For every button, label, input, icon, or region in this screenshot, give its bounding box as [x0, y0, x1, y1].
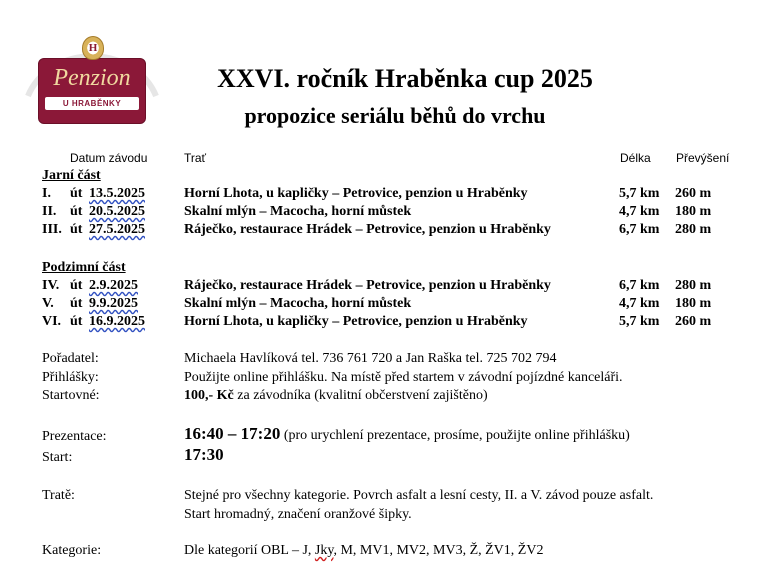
- race-day: út: [70, 278, 83, 293]
- race-day: út: [70, 204, 83, 219]
- document-title: XXVI. ročník Hraběnka cup 2025: [217, 64, 593, 93]
- categories-suffix: , M, MV1, MV2, MV3, Ž, ŽV1, ŽV2: [333, 543, 544, 558]
- race-number: I.: [42, 186, 51, 201]
- presentation-time: 16:40 – 17:20: [184, 424, 281, 443]
- header-length: Délka: [620, 151, 651, 165]
- race-track: Skalní mlýn – Macocha, horní můstek: [184, 204, 412, 219]
- fee-label: Startovné:: [42, 388, 100, 403]
- race-number: V.: [42, 296, 54, 311]
- tracks-line2: Start hromadný, značení oranžové šipky.: [184, 507, 412, 522]
- race-track: Ráječko, restaurace Hrádek – Petrovice, penzion u Hraběnky: [184, 222, 551, 237]
- header-track: Trať: [184, 151, 207, 165]
- race-date: 27.5.2025: [89, 222, 145, 237]
- registration-label: Přihlášky:: [42, 370, 99, 385]
- race-length: 4,7 km: [619, 204, 660, 219]
- presentation-label: Prezentace:: [42, 429, 107, 444]
- race-length: 6,7 km: [619, 222, 660, 237]
- header-date: Datum závodu: [70, 151, 148, 165]
- race-length: 5,7 km: [619, 186, 660, 201]
- categories-line: [184, 542, 543, 560]
- categories-label: Kategorie:: [42, 543, 102, 558]
- race-number: III.: [42, 222, 62, 237]
- race-track: Horní Lhota, u kapličky – Petrovice, penzion u Hraběnky: [184, 186, 528, 201]
- logo-band-text: U HRABĚNKY: [45, 97, 139, 110]
- race-date: 9.9.2025: [89, 296, 138, 311]
- race-date: 2.9.2025: [89, 278, 138, 293]
- race-elevation: 260 m: [675, 186, 712, 201]
- race-day: út: [70, 186, 83, 201]
- race-length: 6,7 km: [619, 278, 660, 293]
- race-elevation: 280 m: [675, 222, 712, 237]
- logo-crest-letter: H: [88, 42, 98, 54]
- logo-crest-icon: [82, 36, 104, 60]
- race-day: út: [70, 222, 83, 237]
- header-elevation: Převýšení: [676, 151, 730, 165]
- race-date: 20.5.2025: [89, 204, 145, 219]
- race-elevation: 180 m: [675, 296, 712, 311]
- organizer-label: Pořadatel:: [42, 351, 99, 366]
- fee-value: za závodníka (kvalitní občerstvení zajištěno): [237, 388, 488, 403]
- registration-value: Použijte online přihlášku. Na místě před startem v závodní pojízdné kanceláři.: [184, 370, 623, 385]
- race-elevation: 260 m: [675, 314, 712, 329]
- race-track: Ráječko, restaurace Hrádek – Petrovice, penzion u Hraběnky: [184, 278, 551, 293]
- race-elevation: 280 m: [675, 278, 712, 293]
- race-track: Skalní mlýn – Macocha, horní můstek: [184, 296, 412, 311]
- fee-amount: 100,- Kč: [184, 388, 234, 403]
- race-track: Horní Lhota, u kapličky – Petrovice, penzion u Hraběnky: [184, 314, 528, 329]
- race-elevation: 180 m: [675, 204, 712, 219]
- race-number: II.: [42, 204, 57, 219]
- start-label: Start:: [42, 450, 73, 465]
- spring-heading: Jarní část: [42, 168, 101, 183]
- start-time: 17:30: [184, 445, 224, 464]
- race-day: út: [70, 314, 83, 329]
- race-date: 13.5.2025: [89, 186, 145, 201]
- race-number: VI.: [42, 314, 62, 329]
- presentation-line: [184, 425, 630, 445]
- organizer-value: Michaela Havlíková tel. 736 761 720 a Jan Raška tel. 725 702 794: [184, 351, 557, 366]
- presentation-note: (pro urychlení prezentace, prosíme, použijte online přihlášku): [283, 428, 630, 443]
- categories-jky: Jky: [314, 543, 334, 558]
- race-date: 16.9.2025: [89, 314, 145, 329]
- logo-script-text: Penzion: [53, 65, 131, 91]
- race-day: út: [70, 296, 83, 311]
- race-number: IV.: [42, 278, 60, 293]
- race-length: 4,7 km: [619, 296, 660, 311]
- fee-line: [184, 387, 488, 405]
- race-length: 5,7 km: [619, 314, 660, 329]
- tracks-label: Tratě:: [42, 488, 75, 503]
- tracks-line1: Stejné pro všechny kategorie. Povrch asfalt a lesní cesty, II. a V. závod pouze asfalt.: [184, 488, 654, 503]
- document-subtitle: propozice seriálu běhů do vrchu: [244, 103, 546, 128]
- categories-prefix: Dle kategorií OBL – J,: [184, 543, 312, 558]
- autumn-heading: Podzimní část: [42, 260, 126, 275]
